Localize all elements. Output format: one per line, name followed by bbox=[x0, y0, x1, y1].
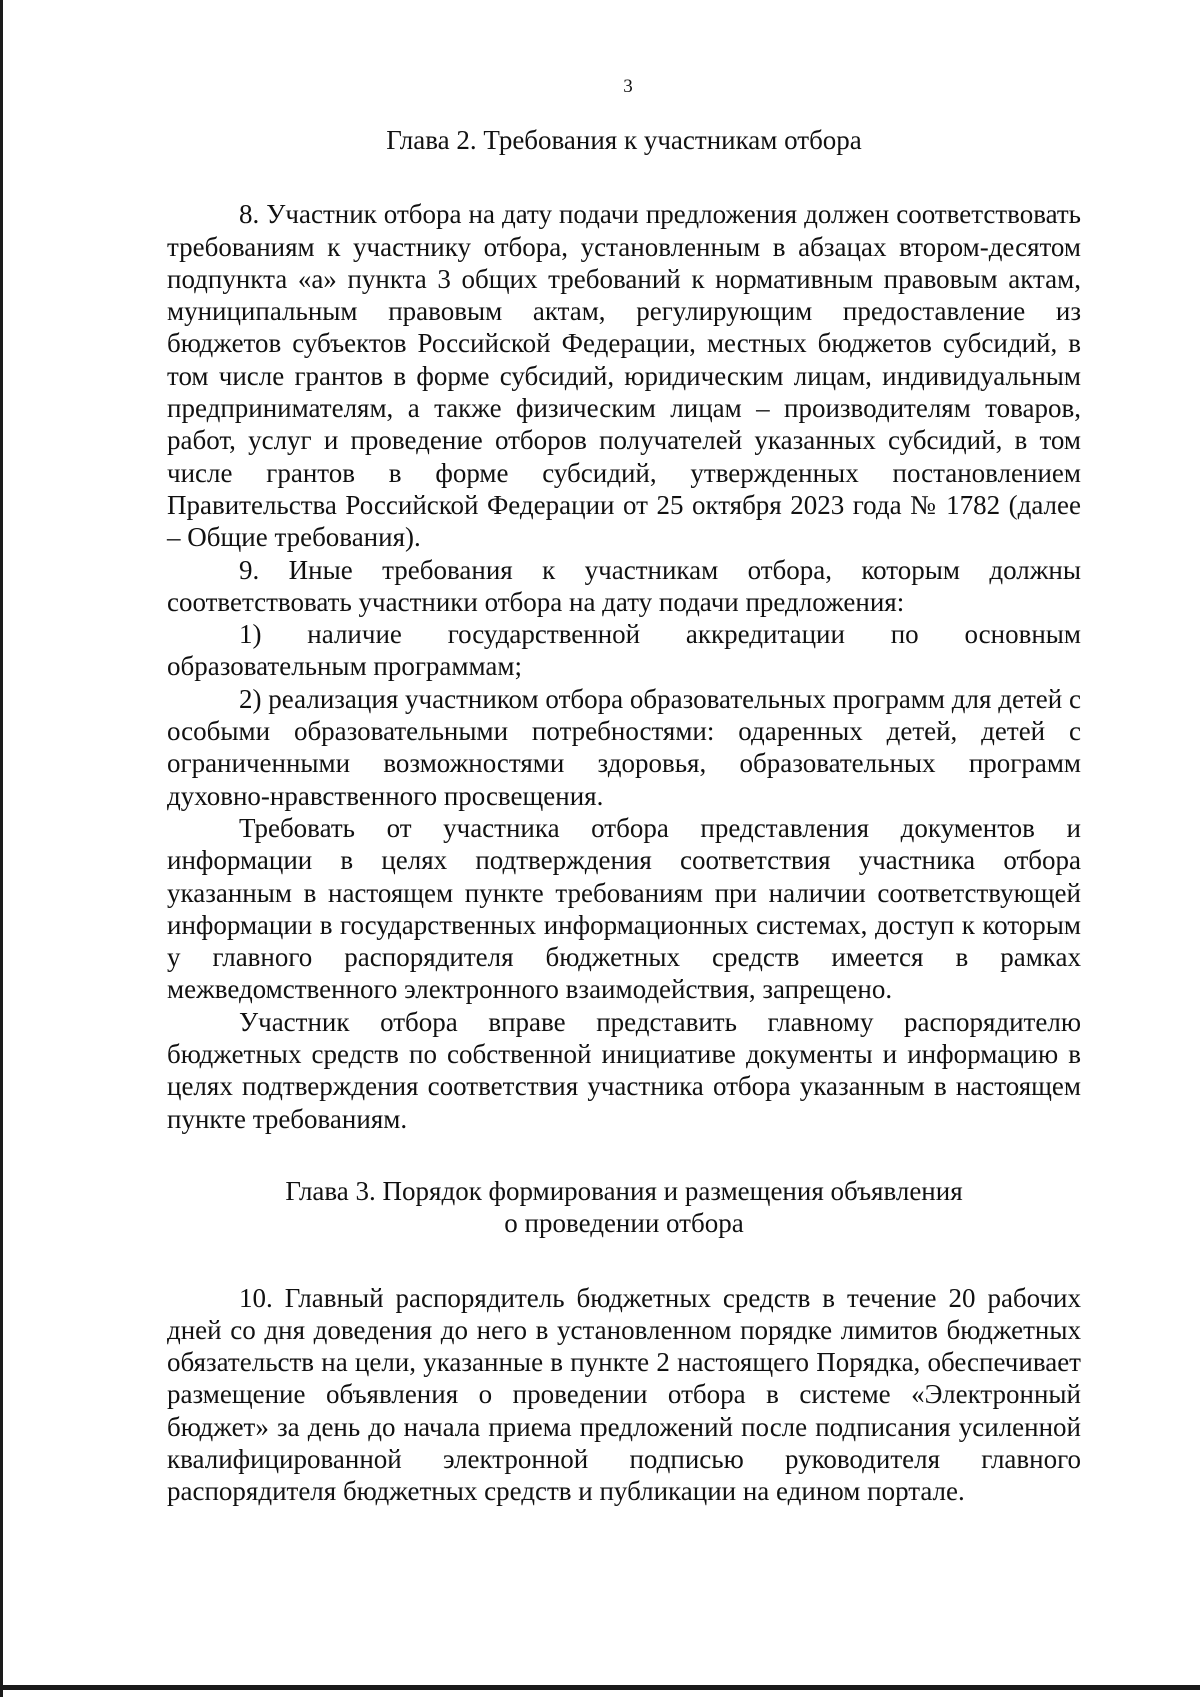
chapter-3-title-line-2: о проведении отбора bbox=[504, 1208, 744, 1239]
paragraph-10: 10. Главный распорядитель бюджетных средств в течение 20 рабочих дней со дня доведения до него в установленном порядке лимитов бюджетных обязательств на цели, указанные в пункте 2 настоящего Порядка, обеспечивает размещение объявления о проведении отбора в системе «Электронный бюджет» за день до начала приема предложений после подписания усиленной квалифицированной электронной подписью руководителя главного распорядителя бюджетных средств и публикации на едином портале. bbox=[167, 1282, 1081, 1507]
scan-edge-bottom bbox=[0, 1685, 1200, 1690]
paragraph-9: 9. Иные требования к участникам отбора, которым должны соответствовать участники отбора на дату подачи предложения: bbox=[167, 554, 1081, 617]
scan-edge-left bbox=[0, 0, 3, 1697]
paragraph-8: 8. Участник отбора на дату подачи предложения должен соответствовать требованиям к участнику отбора, установленным в абзацах втором-десятом подпункта «а» пункта 3 общих требований к нормативным правовым актам, муниципальным правовым актам, регулирующим предоставление из бюджетов субъектов Российской Федерации, местных бюджетов субсидий, в том числе грантов в форме субсидий, юридическим лицам, индивидуальным предпринимателям, а также физическим лицам – производителям товаров, работ, услуг и проведение отборов получателей указанных субсидий, в том числе грантов в форме субсидий, утвержденных постановлением Правительства Российской Федерации от 25 октября 2023 года № 1782 (далее – Общие требования). bbox=[167, 199, 1081, 553]
paragraph-participant-right: Участник отбора вправе представить главному распорядителю бюджетных средств по собственной инициативе документы и информацию в целях подтверждения соответствия участника отбора указанным в настоящем пункте требованиям. bbox=[167, 1006, 1081, 1134]
paragraph-prohibition: Требовать от участника отбора представления документов и информации в целях подтверждения соответствия участника отбора указанным в настоящем пункте требованиям при наличии соответствующей информации в государственных информационных системах, доступ к которым у главного распорядителя бюджетных средств имеется в рамках межведомственного электронного взаимодействия, запрещено. bbox=[167, 812, 1081, 1005]
document-body bbox=[167, 124, 1081, 1508]
chapter-3-title bbox=[167, 1175, 1081, 1240]
paragraph-9-item-1: 1) наличие государственной аккредитации по основным образовательным программам; bbox=[167, 619, 1081, 682]
chapter-2-title: Глава 2. Требования к участникам отбора bbox=[386, 125, 862, 155]
chapter-3-title-line-1: Глава 3. Порядок формирования и размещения объявления bbox=[285, 1175, 963, 1206]
page-number: 3 bbox=[623, 76, 633, 97]
paragraph-9-item-2: 2) реализация участником отбора образовательных программ для детей с особыми образовательными потребностями: одаренных детей, детей с ограниченными возможностями здоровья, образовательных программ духовно-нравственного просвещения. bbox=[167, 683, 1081, 811]
